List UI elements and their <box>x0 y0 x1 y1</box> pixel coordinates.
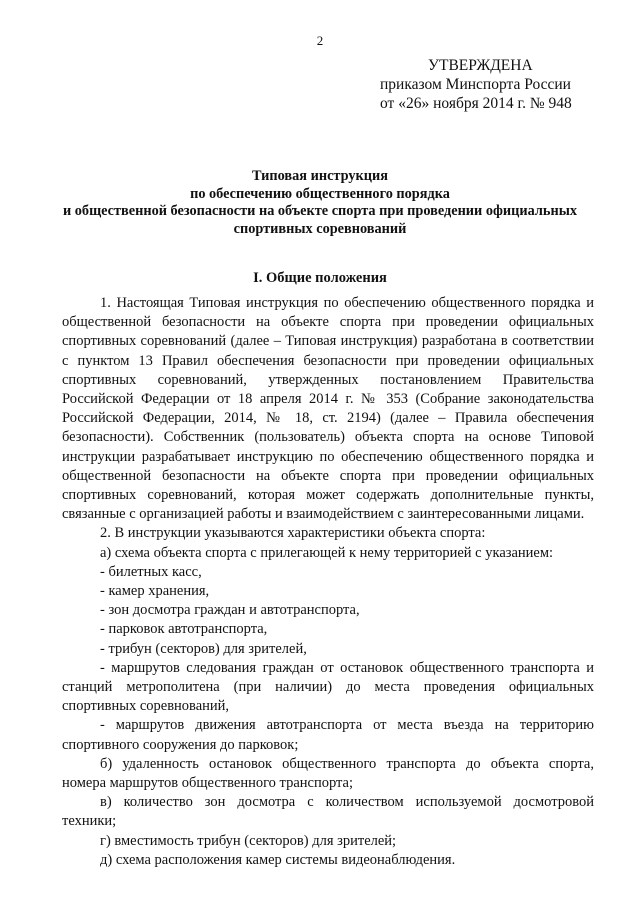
list-item: - маршрутов движения автотранспорта от места въезда на территорию <box>100 717 594 734</box>
text-line: Российской Федерации от 18 апреля 2014 г. № 353 (Собрание законодательства <box>62 391 594 408</box>
text-line: с пунктом 13 Правил обеспечения безопасности при проведении официальных <box>62 352 594 369</box>
page-number: 2 <box>316 33 324 48</box>
item-d: д) схема расположения камер системы видеонаблюдения. <box>100 851 456 868</box>
paragraph-1 <box>62 294 594 524</box>
approval-order: приказом Минспорта России <box>380 76 571 93</box>
approval-stamp <box>380 56 620 113</box>
list-item: - билетных касс, <box>100 563 202 580</box>
text-line: общественной безопасности на объекте спорта при проведении официальных <box>62 467 594 484</box>
feature-list <box>62 563 594 755</box>
text-line: спортивных соревнований (далее – Типовая инструкция) разработана в соответствии <box>62 333 594 350</box>
list-item-continuation: спортивного сооружения до парковок; <box>62 736 299 753</box>
list-item: - камер хранения, <box>100 583 210 600</box>
document-title <box>40 168 600 238</box>
text-line: безопасности). Собственник (пользователь) объекта спорта на основе Типовой <box>62 429 594 446</box>
text-line: спортивных соревнований, утвержденных постановлением Правительства <box>62 371 594 388</box>
list-item: - зон досмотра граждан и автотранспорта, <box>100 602 360 619</box>
approval-date: от «26» ноября 2014 г. № 948 <box>380 95 572 112</box>
item-v: в) количество зон досмотра с количеством используемой досмотровой <box>100 794 594 811</box>
title-line: Типовая инструкция <box>251 168 388 184</box>
section-heading: I. Общие положения <box>253 270 387 286</box>
text-line: Российской Федерации, 2014, № 18, ст. 2194) (далее – Правила обеспечения <box>62 410 594 427</box>
document-body <box>62 294 594 870</box>
text-line: 1. Настоящая Типовая инструкция по обеспечению общественного порядка и <box>100 295 594 311</box>
title-line: и общественной безопасности на объекте спорта при проведении официальных <box>62 203 578 219</box>
text-line: спортивных соревнований, которая может содержать дополнительные пункты, <box>62 487 594 504</box>
text-line: инструкции разрабатывает инструкцию по обеспечению общественного порядка и <box>62 448 594 465</box>
text-line: общественной безопасности на объекте спорта при проведении официальных <box>62 314 594 331</box>
list-item: - парковок автотранспорта, <box>100 621 268 638</box>
list-item-continuation: станций метрополитена (при наличии) до места проведения официальных <box>62 679 594 696</box>
item-b-continuation: номера маршрутов общественного транспорта; <box>62 775 353 792</box>
list-item: - трибун (секторов) для зрителей, <box>100 640 307 657</box>
text-line: связанные с организацией работы и взаимодействием с заинтересованными лицами. <box>62 506 585 523</box>
item-v-continuation: техники; <box>62 813 117 830</box>
approved-label: УТВЕРЖДЕНА <box>428 57 533 74</box>
list-item-continuation: спортивных соревнований, <box>62 698 230 715</box>
title-line: по обеспечению общественного порядка <box>190 185 450 202</box>
list-item: - маршрутов следования граждан от остановок общественного транспорта и <box>100 659 594 676</box>
item-b: б) удаленность остановок общественного транспорта до объекта спорта, <box>100 755 594 772</box>
item-2a: а) схема объекта спорта с прилегающей к нему территорией с указанием: <box>100 544 554 561</box>
title-line: спортивных соревнований <box>233 220 407 237</box>
item-g: г) вместимость трибун (секторов) для зрителей; <box>100 832 397 849</box>
item-2: 2. В инструкции указываются характеристики объекта спорта: <box>100 525 486 542</box>
